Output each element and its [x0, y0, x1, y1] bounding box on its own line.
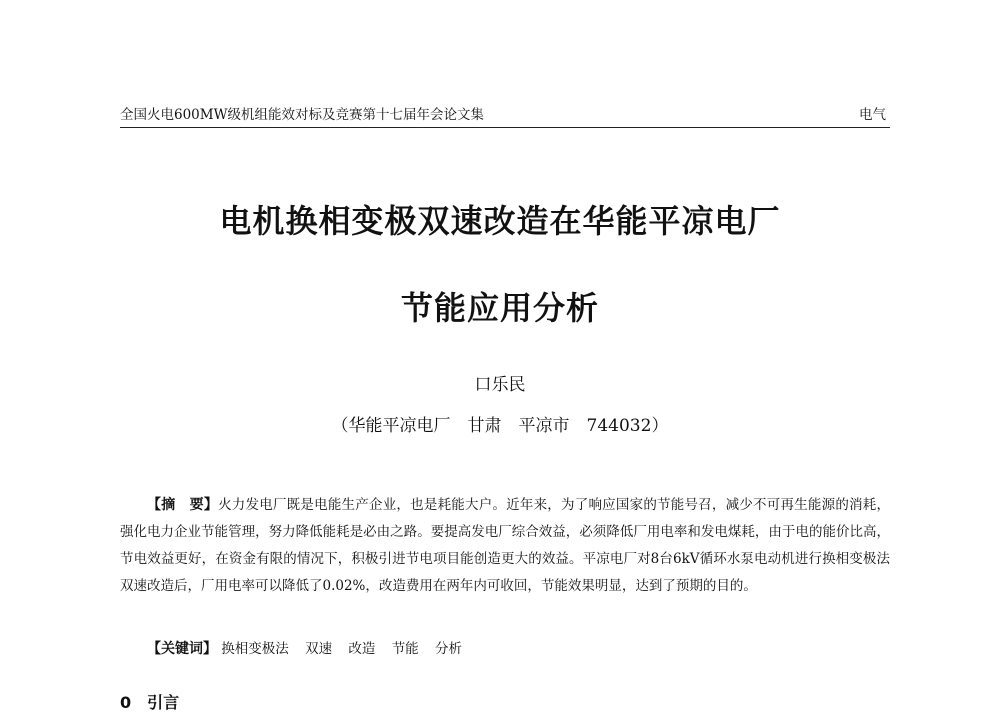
keyword: 换相变极法	[221, 641, 289, 657]
section-tag: 电气	[859, 107, 886, 123]
section-heading: 0 引言	[120, 693, 180, 712]
keyword: 改造	[348, 641, 376, 657]
author-affiliation: （华能平凉电厂 甘肃 平凉市 744032）	[331, 416, 669, 436]
keyword: 节能	[391, 641, 419, 657]
abstract-text: 火力发电厂既是电能生产企业，也是耗能大户。近年来，为了响应国家的节能号召，减少不可再生能源的消耗，强化电力企业节能管理，努力降低能耗是必由之路。要提高发电厂综合效益，必须降低厂用电率和发电煤耗，由于电的能价比高，节电效益更好，在资金有限的情况下，积极引进节电项目能创造更大的效益。平凉电厂对8台6kV循环水泵电动机进行换相变极法双速改造后，厂用电率可以降低了0.02%，改造费用在两年内可收回，节能效果明显，达到了预期的目的。	[120, 497, 891, 594]
paper-title-line-1: 电机换相变极双速改造在华能平凉电厂	[219, 202, 781, 240]
abstract-label: 【摘 要】	[147, 497, 219, 513]
paper-title-line-2: 节能应用分析	[400, 289, 599, 327]
author-name: 口乐民	[474, 375, 526, 395]
keywords-label: 【关键词】	[147, 641, 217, 657]
keywords	[147, 639, 474, 659]
running-header	[120, 105, 890, 128]
abstract	[120, 492, 890, 600]
keyword: 双速	[305, 641, 333, 657]
running-title: 全国火电600MW级机组能效对标及竞赛第十七届年会论文集	[120, 107, 484, 123]
keyword: 分析	[434, 641, 462, 657]
